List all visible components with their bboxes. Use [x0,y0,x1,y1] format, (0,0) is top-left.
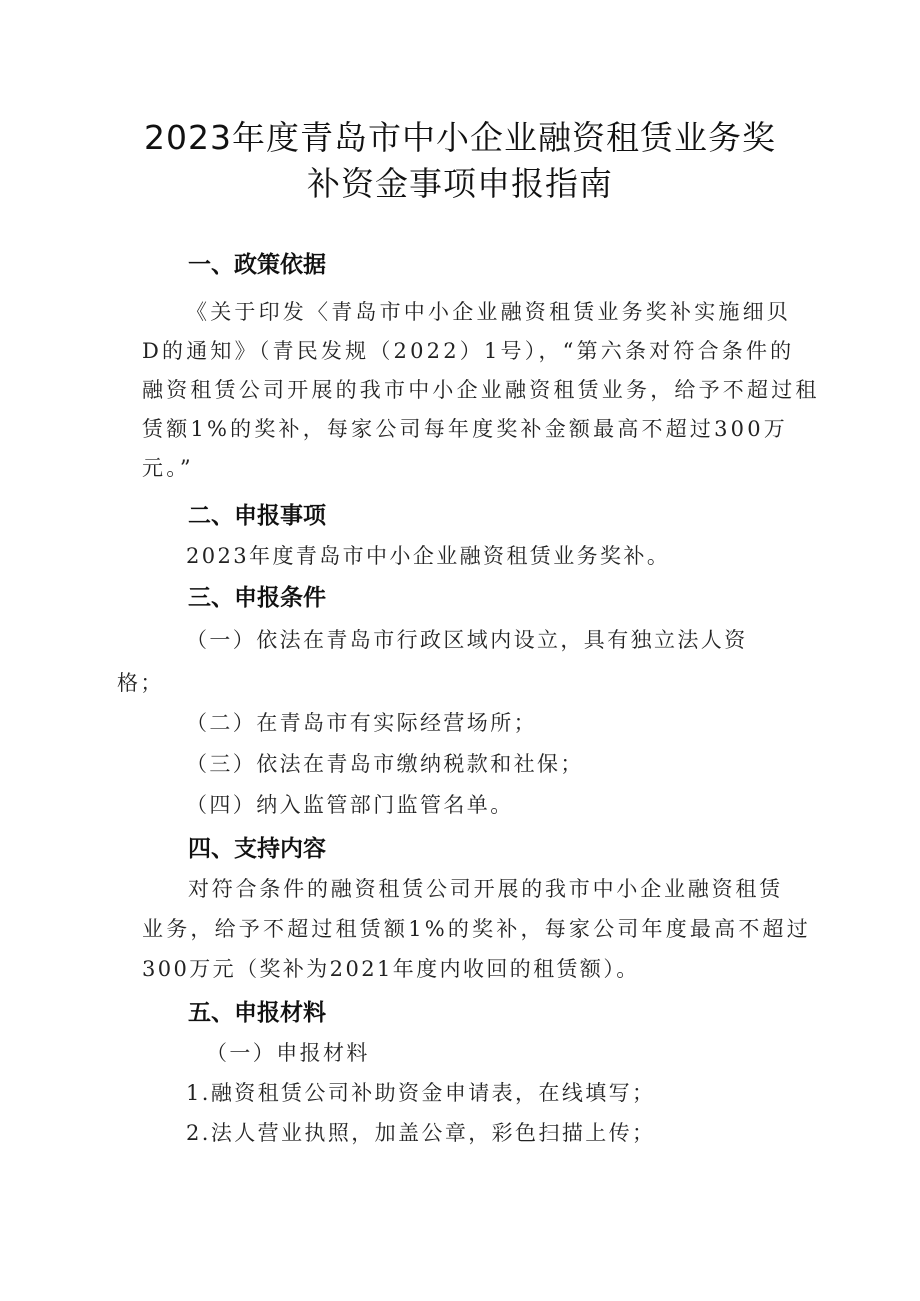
paragraph-line: 融资租赁公司开展的我市中小企业融资租赁业务，给予不超过租 [142,378,820,402]
section-heading-policy-basis: 一、政策依据 [188,252,326,278]
paragraph-line: 赁额1%的奖补，每家公司每年度奖补金额最高不超过300万 [142,417,788,441]
list-item: 2.法人营业执照，加盖公章，彩色扫描上传； [186,1121,656,1145]
section-heading-support-content: 四、支持内容 [188,836,326,862]
list-item: （一）依法在青岛市行政区域内设立，具有独立法人资 [186,628,748,652]
section-heading-application-materials: 五、申报材料 [188,1000,326,1026]
subsection-heading: （一）申报材料 [206,1041,370,1065]
list-item: 1.融资租赁公司补助资金申请表，在线填写； [186,1081,656,1105]
paragraph-line: 2023年度青岛市中小企业融资租赁业务奖补。 [186,544,671,568]
section-heading-application-item: 二、申报事项 [188,503,326,529]
paragraph-line: 对符合条件的融资租赁公司开展的我市中小企业融资租赁 [188,877,783,901]
paragraph-line: 元。” [142,456,194,480]
paragraph-line: 业务，给予不超过租赁额1%的奖补，每家公司年度最高不超过 [142,917,811,941]
section-heading-application-conditions: 三、申报条件 [188,585,326,611]
list-item: （四）纳入监管部门监管名单。 [186,793,514,817]
document-title-line-1: 2023年度青岛市中小企业融资租赁业务奖 [144,118,776,157]
paragraph-line: D的通知》（青民发规（2022）1号），“第六条对符合条件的 [142,339,795,363]
paragraph-line: 《关于印发〈青岛市中小企业融资租赁业务奖补实施细贝 [186,300,791,324]
document-title-line-2: 补资金事项申报指南 [307,164,613,203]
paragraph-line: 300万元（奖补为2021年度内收回的租赁额）。 [142,957,640,981]
list-item-continuation: 格； [117,671,164,695]
list-item: （二）在青岛市有实际经营场所； [186,711,537,735]
list-item: （三）依法在青岛市缴纳税款和社保； [186,752,584,776]
